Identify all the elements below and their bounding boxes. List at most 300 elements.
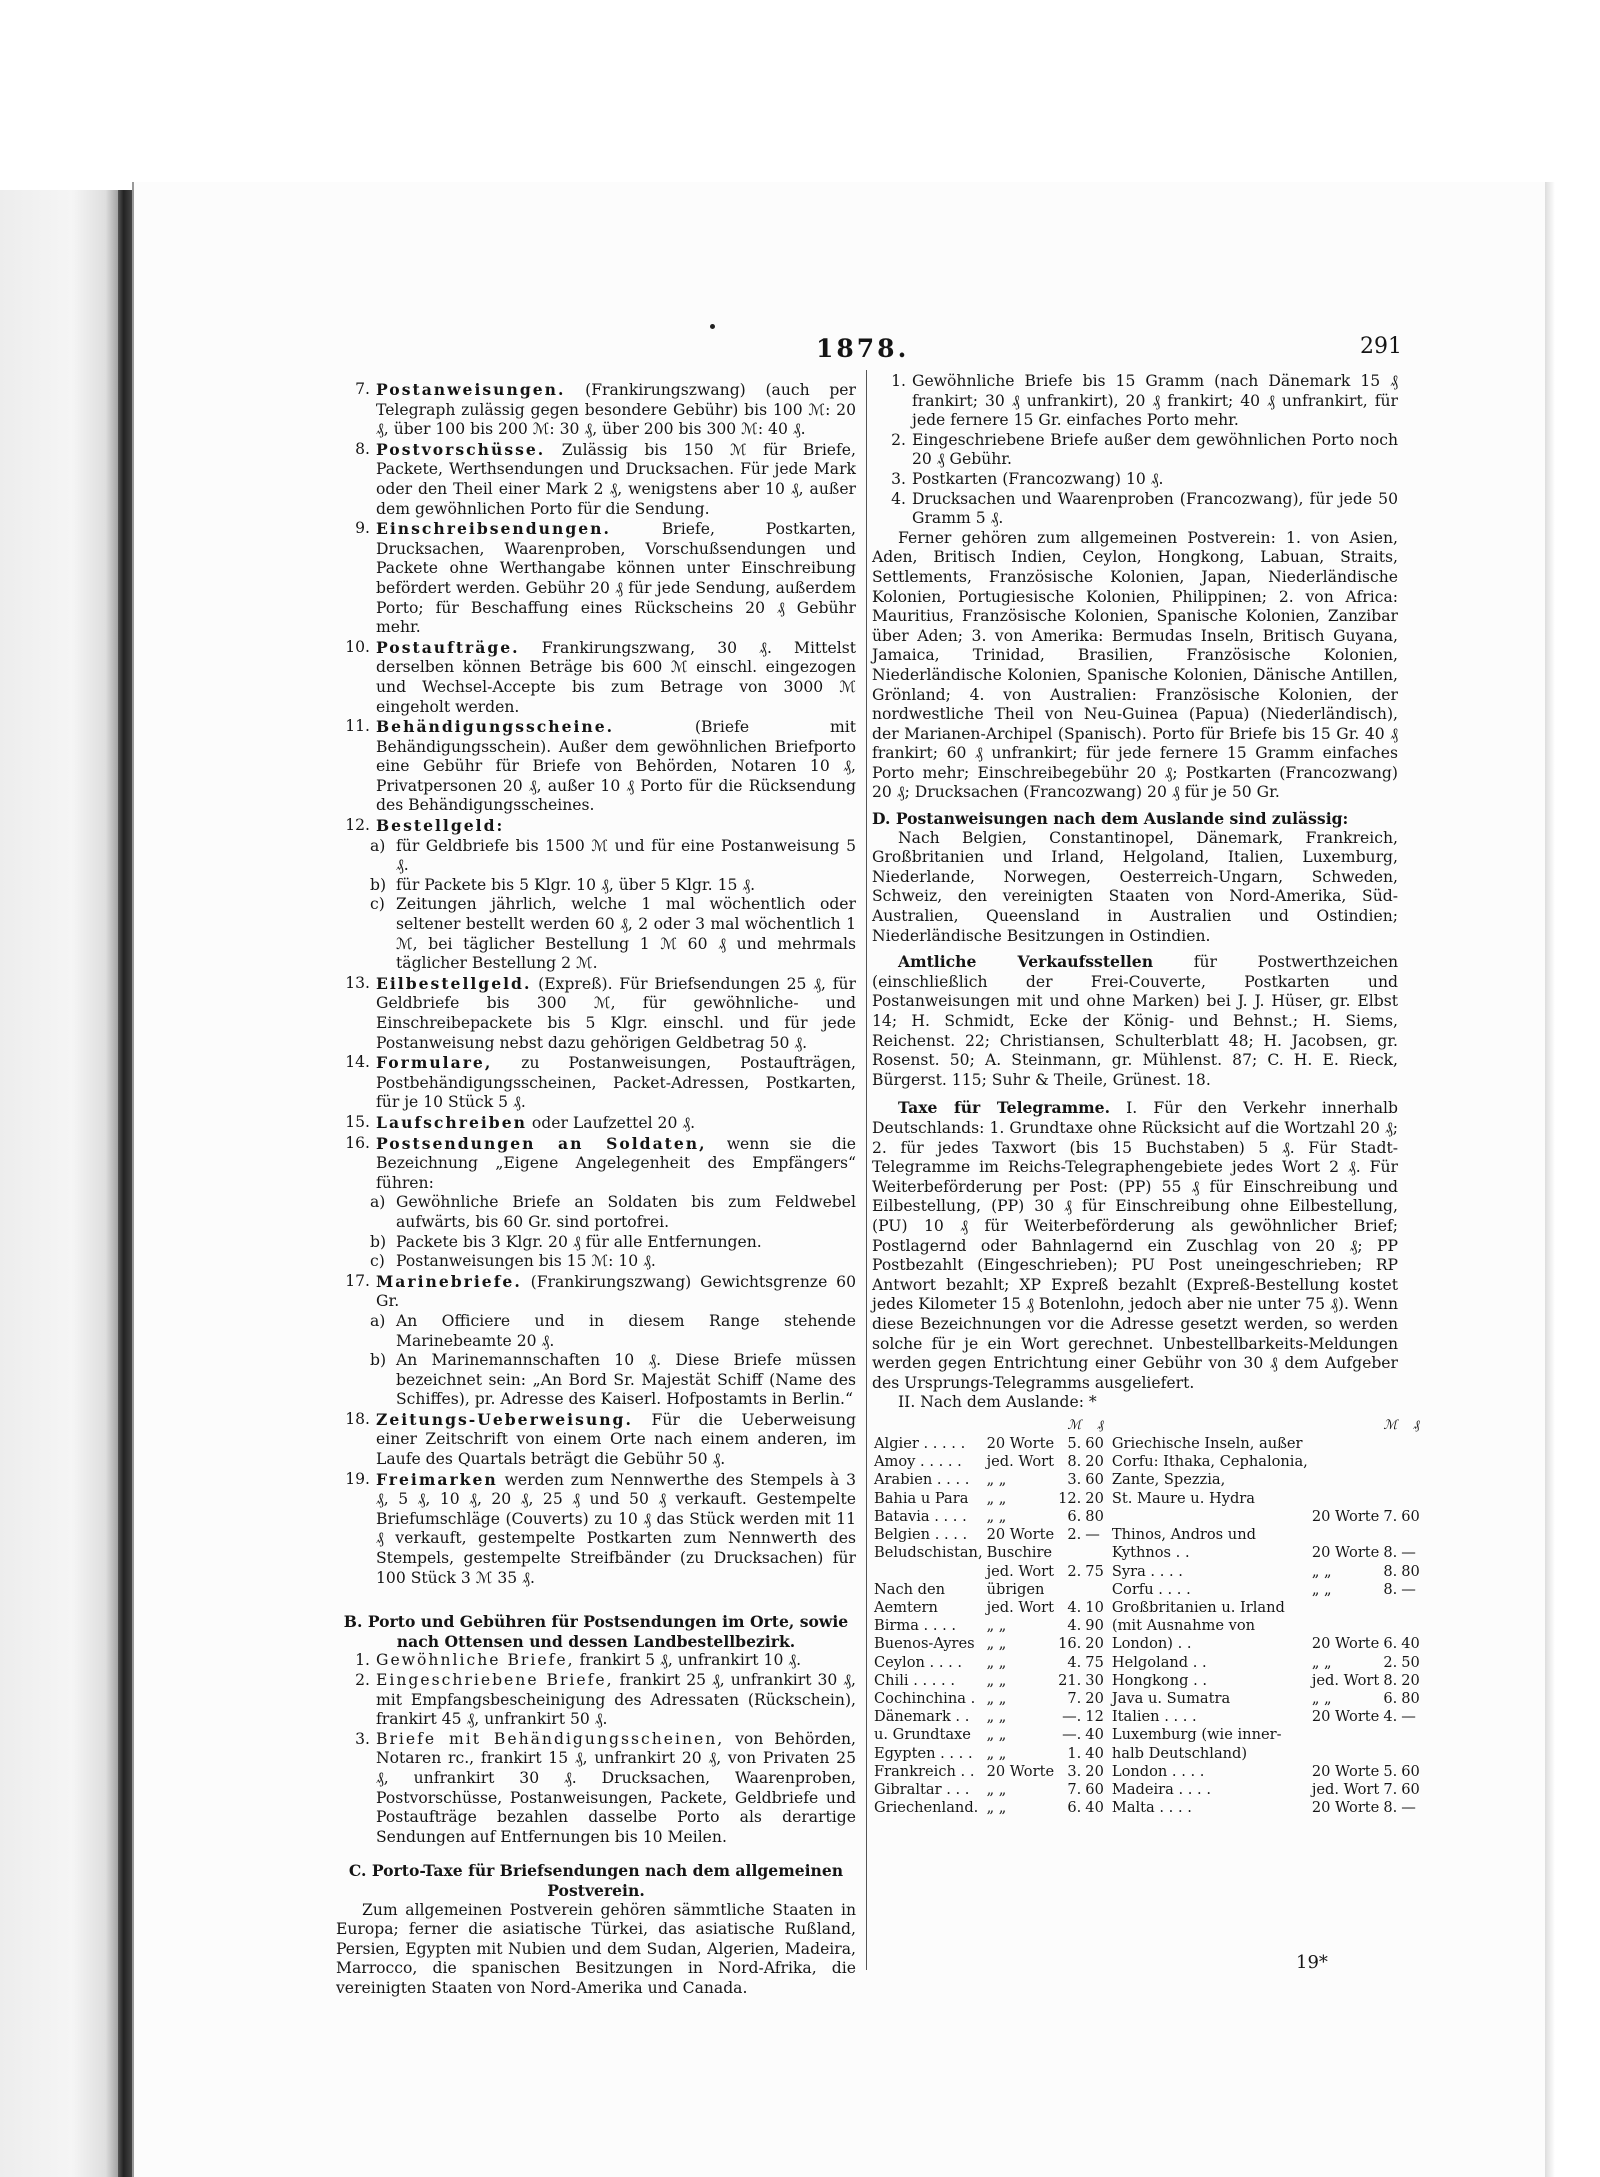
item-body [376, 380, 856, 440]
ink-dot [710, 324, 715, 329]
rate-cell-m1: 2. [1067, 1526, 1082, 1544]
item-body [376, 1651, 856, 1671]
rate-cell-d1: Birma . . . . [874, 1617, 957, 1635]
item-number: 13. [345, 973, 370, 992]
item-title: Eilbestellgeld. [376, 973, 532, 993]
item-text: frankirt 25 ₰, unfrankirt 30 ₰, mit Empfangsbescheinigung des Adressaten (Rückschein), frankirt 45 ₰, unfrankirt 50 ₰. [376, 1671, 856, 1729]
rate-cell-m1: 6. [1067, 1799, 1082, 1817]
sub-letter: a) [370, 1193, 386, 1212]
rate-cell-d1: Algier . . . . . [874, 1435, 966, 1453]
item-number: 1. [355, 1651, 370, 1670]
rate-cell-m1 [1056, 1581, 1083, 1599]
rate-cell-u1: jed. Wort [986, 1453, 1055, 1471]
rate-cell-u1: übrigen [986, 1580, 1045, 1598]
rate-cell-m1: 2. [1067, 1562, 1082, 1580]
telegramme-ausland: II. Nach dem Auslande: * [898, 1393, 1097, 1412]
list-item [336, 638, 856, 717]
rate-cell-m1: 3. [1067, 1471, 1082, 1489]
rate-cell-p1: 12 [1085, 1708, 1104, 1726]
item-text: frankirt 5 ₰, unfrankirt 10 ₰. [574, 1651, 802, 1670]
sub-item [336, 837, 856, 876]
rate-cell-m2 [1381, 1435, 1399, 1453]
rate-cell-m2 [1381, 1745, 1399, 1763]
item-title: Postvorschüsse. [376, 439, 546, 459]
table-row [872, 1435, 1422, 1453]
rate-cell-d1: Gibraltar . . . [874, 1780, 970, 1798]
list-item [336, 1134, 856, 1194]
rate-cell-p2 [1399, 1599, 1422, 1617]
table-row [872, 1544, 1422, 1562]
rate-cell-u2 [1310, 1435, 1381, 1453]
rate-cell-d1: Beludschistan, [874, 1544, 983, 1562]
item-body [376, 638, 856, 717]
rate-cell-m2: 2. [1383, 1653, 1398, 1671]
rate-cell-u1: „ „ [986, 1689, 1007, 1707]
item-number: 11. [345, 717, 370, 736]
rate-cell-d2: Hongkong . . [1111, 1671, 1208, 1689]
rate-cell-p2 [1399, 1471, 1422, 1489]
rate-cell-u2: „ „ [1311, 1580, 1332, 1598]
rate-cell-p2 [1399, 1526, 1422, 1544]
postal-items-list-c [336, 1410, 856, 1588]
rate-cell-m2: 6. [1383, 1689, 1398, 1707]
rate-cell-p1: 20 [1085, 1689, 1104, 1707]
rate-cell-m2: 8. [1383, 1671, 1398, 1689]
rate-cell-p2 [1399, 1617, 1422, 1635]
rate-cell-p2 [1399, 1490, 1422, 1508]
rate-cell-u2 [1310, 1599, 1381, 1617]
rate-cell-d1: Buenos-Ayres [874, 1635, 975, 1653]
table-row [872, 1654, 1422, 1672]
rate-cell-u2: 20 Worte [1311, 1708, 1380, 1726]
item-text: von Behörden, Notaren rc., frankirt 15 ₰, unfrankirt 20 ₰, von Privaten 25 ₰, unfrankirt 30 ₰. Drucksachen, Waarenproben, Postvorschüsse, Postanweisungen, Packete, Geldbriefe und Postaufträge bezahlen dasselbe Porto als derartige Sendungen auf Entfernungen bis 10 Meilen. [376, 1729, 856, 1846]
rate-cell-m1: 4. [1067, 1653, 1082, 1671]
sub-text: Packete bis 3 Klgr. 20 ₰ für alle Entfernungen. [396, 1232, 762, 1251]
item-body [376, 1470, 856, 1589]
rate-cell-p1: 75 [1085, 1562, 1104, 1580]
column-rule [866, 370, 867, 1970]
item-number: 10. [345, 637, 370, 656]
postal-items-list-b [336, 974, 856, 1194]
list-item [872, 490, 1398, 529]
item-title: Postanweisungen. [376, 380, 566, 399]
section-b-heading: B. Porto und Gebühren für Postsendungen im Orte, sowie nach Ottensen und dessen Landbestellbezirk. [343, 1612, 849, 1651]
rate-cell-u1: „ „ [986, 1489, 1007, 1507]
rate-cell-d2: (mit Ausnahme von [1111, 1617, 1256, 1635]
rate-cell-d1: Nach den [874, 1580, 946, 1598]
item-title: Freimarken [376, 1469, 498, 1489]
rate-cell-m2: 7. [1383, 1780, 1398, 1798]
section-b-items [336, 1651, 856, 1847]
rate-cell-m1: 8. [1067, 1453, 1082, 1471]
rate-cell-p1: 10 [1085, 1598, 1104, 1616]
rate-cell-u1: „ „ [986, 1780, 1007, 1798]
rate-cell-u1: 20 Worte [986, 1526, 1055, 1544]
telegram-rates-table [872, 1417, 1422, 1817]
left-column [336, 380, 856, 1999]
telegramme-paragraph: Taxe für Telegramme. I. Für den Verkehr innerhalb Deutschlands: 1. Grundtaxe ohne Rücksicht auf die Wortzahl 20 ₰; 2. für jedes Taxwort (bis 15 Buchstaben) 5 ₰. Für Stadt-Telegramme im Reichs-Telegraphengebiete jedes Wort 2 ₰. Für Weiterbeförderung per Post: (PP) 55 ₰ für Einschreibung und Eilbestellung, (PP) 30 ₰ für Einschreibung ohne Eilbestellung, (PU) 10 ₰ für Weiterbeförderung als gewöhnlicher Brief; Postlagernd oder Bahnlagernd ein Zuschlag von 20 ₰; PP Postbezahlt (Eingeschrieben); PU Post uneingeschrieben; RP Antwort bezahlt; XP Expreß bezahlt (Expreß-Bestellung kostet jedes Kilometer 15 ₰ Botenlohn, jedoch aber nie unter 75 ₰). Wenn diese Bezeichnungen vor die Adresse gesetzt werden, so werden solche für je ein Wort gerechnet. Unbestellbarkeits-Meldungen werden gegen Entrichtung einer Gebühr von 30 ₰ dem Aufgeber des Ursprungs-Telegramms ausgeliefert. [872, 1098, 1398, 1392]
rate-cell-u1: „ „ [986, 1799, 1007, 1817]
rate-cell-u2: 20 Worte [1311, 1635, 1380, 1653]
item-title: Briefe mit Behändigungsscheinen, [376, 1729, 725, 1748]
rate-cell-p2: — [1401, 1708, 1416, 1726]
rate-cell-d1: Griechenland. [874, 1799, 979, 1817]
sub-text: Postanweisungen bis 15 ℳ: 10 ₰. [396, 1252, 656, 1271]
rate-cell-u2 [1310, 1745, 1381, 1763]
item-number: 8. [355, 439, 370, 458]
list-item [336, 1651, 856, 1671]
soldaten-subitems [336, 1193, 856, 1271]
item-text: oder Laufzettel 20 ₰. [526, 1113, 696, 1132]
rate-cell-p1: 40 [1085, 1744, 1104, 1762]
item-text: (Expreß). Für Briefsendungen 25 ₰, für Geldbriefe bis 300 ℳ, für gewöhnliche- und Einschreibepackete bis 5 Klgr. einschl. und für jede Postanweisung nebst dazu gehörigen Geldbetrag 50 ₰. [376, 974, 856, 1052]
item-number: 12. [345, 816, 370, 835]
rate-cell-p2: 20 [1401, 1671, 1420, 1689]
item-number: 3. [355, 1729, 370, 1748]
rate-cell-u1: „ „ [986, 1744, 1007, 1762]
rate-cell-p2 [1399, 1453, 1422, 1471]
rate-cell-u1: „ „ [986, 1726, 1007, 1744]
rate-cell-d1: Amoy . . . . . [874, 1453, 962, 1471]
rate-cell-p2: 60 [1401, 1762, 1420, 1780]
item-body [376, 1053, 856, 1113]
sub-text: für Geldbriefe bis 1500 ℳ und für eine Postanweisung 5 ₰. [396, 836, 856, 875]
rate-cell-p2: 40 [1401, 1635, 1420, 1653]
section-c-heading: C. Porto-Taxe für Briefsendungen nach dem allgemeinen Postverein. [348, 1861, 844, 1900]
rate-cell-u2: „ „ [1311, 1562, 1332, 1580]
rate-cell-d2: Malta . . . . [1111, 1799, 1192, 1817]
page-year: 1878. [816, 334, 910, 363]
sub-letter: a) [370, 1311, 386, 1330]
rate-cell-m2: 8. [1383, 1544, 1398, 1562]
item-text: werden zum Nennwerthe des Stempels à 3 ₰, 5 ₰, 10 ₰, 20 ₰, 25 ₰ und 50 ₰ verkauft. Gestempelte Briefumschläge (Couverts) zu 10 ₰ das Stück werden mit 11 ₰ verkauft, gestempelte Postkarten zum Nennwerth des Stempels, gestempelte Streifbänder (zu Drucksachen) für 100 Stück 3 ℳ 35 ₰. [376, 1470, 856, 1587]
rate-cell-u2 [1310, 1471, 1381, 1489]
section-d-text: Nach Belgien, Constantinopel, Dänemark, Frankreich, Großbritanien und Irland, Helgoland, Italien, Luxemburg, Niederlande, Norwegen, Oesterreich-Ungarn, Schweden, Schweiz, den vereinigten Staaten von Nord-Amerika, Süd-Australien, Queensland in Australien und Ostindien; Niederländische Besitzungen in Ostindien. [872, 828, 1398, 945]
item-body [376, 1671, 856, 1730]
rate-cell-u2 [1310, 1617, 1381, 1635]
rate-cell-d1: Batavia . . . . [874, 1507, 967, 1525]
rate-cell-u1: „ „ [986, 1708, 1007, 1726]
item-number: 4. [891, 489, 906, 508]
rate-cell-p2: — [1401, 1580, 1416, 1598]
rate-cell-u2 [1310, 1726, 1381, 1744]
rate-cell-p2: 50 [1401, 1653, 1420, 1671]
table-row [872, 1726, 1422, 1744]
rate-cell-m1: 7. [1067, 1780, 1082, 1798]
item-body [376, 1730, 856, 1848]
rate-cell-d2: Java u. Sumatra [1111, 1689, 1231, 1707]
rate-cell-d2: Griechische Inseln, außer [1111, 1435, 1303, 1453]
table-row [872, 1490, 1422, 1508]
rate-cell-u2: 20 Worte [1311, 1544, 1380, 1562]
rate-cell-m2 [1381, 1453, 1399, 1471]
sub-item [336, 1312, 856, 1351]
rate-cell-m1: 3. [1067, 1762, 1082, 1780]
rate-cell-m2 [1381, 1726, 1399, 1744]
table-row [872, 1799, 1422, 1817]
item-title: Postsendungen an Soldaten, [376, 1133, 707, 1153]
rate-cell-d2: Italien . . . . [1111, 1708, 1197, 1726]
list-item [336, 440, 856, 519]
rate-cell-p2 [1399, 1726, 1422, 1744]
item-text: Drucksachen und Waarenproben (Francozwang), für jede 50 Gramm 5 ₰. [912, 489, 1398, 528]
right-column [872, 372, 1420, 1817]
postverein-paragraph: Ferner gehören zum allgemeinen Postverein: 1. von Asien, Aden, Britisch Indien, Ceylon, Hongkong, Labuan, Straits, Settlements, Französische Kolonien, Japan, Niederländische Kolonien, Portugiesische Kolonien, Philippinen; 2. von Africa: Mauritius, Französische Kolonien, Spanische Kolonien, Zanzibar über Aden; 3. von Amerika: Bermudas Inseln, Britisch Guyana, Jamaica, Trinidad, Brasilien, Französische Kolonien, Niederländische Kolonien, Spanische Kolonien, Dänische Antillen, Grönland; 4. von Australien: Französische Kolonien, der nordwestliche Theil von Neu-Guinea (Papua) (Niederländisch), der Marianen-Archipel (Spanisch). Porto für Briefe bis 15 Gr. 40 ₰ frankirt; 60 ₰ unfrankirt; für jede fernere 15 Gramm einfaches Porto mehr; Einschreibegebühr 20 ₰; Postkarten (Francozwang) 20 ₰; Drucksachen (Francozwang) 20 ₰ für je 50 Gr. [872, 528, 1398, 802]
rate-cell-p1: 20 [1085, 1489, 1104, 1507]
sub-letter: b) [370, 1232, 387, 1251]
rate-cell-m2: 6. [1383, 1635, 1398, 1653]
sub-item [336, 895, 856, 973]
pf-header-2: ₰ [1413, 1417, 1420, 1433]
item-title: Zeitungs-Ueberweisung. [376, 1409, 633, 1429]
rate-cell-d2: Syra . . . . [1111, 1562, 1183, 1580]
item-text: Zulässig bis 150 ℳ für Briefe, Packete, Werthsendungen und Drucksachen. Für jede Mark oder den Theil einer Mark 2 ₰, wenigstens aber 10 ₰, außer dem gewöhnlichen Porto für die Sendung. [376, 440, 856, 518]
postal-items-list [336, 380, 856, 837]
rate-cell-m2: 8. [1383, 1799, 1398, 1817]
rate-cell-p1: 20 [1085, 1762, 1104, 1780]
table-row [872, 1635, 1422, 1653]
item-number: 1. [891, 372, 906, 390]
marinebriefe-item: 17. Marinebriefe. (Frankirungszwang) Gewichtsgrenze 60 Gr. [345, 1271, 856, 1311]
table-row [872, 1563, 1422, 1581]
sub-text: Gewöhnliche Briefe an Soldaten bis zum Feldwebel aufwärts, bis 60 Gr. sind portofrei. [396, 1193, 856, 1231]
list-item [336, 1410, 856, 1470]
rate-cell-p2: 60 [1401, 1780, 1420, 1798]
verkaufsstellen-paragraph: Amtliche Verkaufsstellen für Postwerthzeichen (einschließlich der Frei-Couverte, Postkarten und Postanweisungen mit und ohne Marken) bei J. J. Hüser, gr. Elbst 14; H. Schmidt, Ecke der König- und Behnst.; H. Siems, Reichenst. 22; Christiansen, Schulterblatt 48; H. Jacobsen, gr. Rosenst. 50; A. Steinmann, gr. Mühlenst. 87; C. H. E. Rieck, Bürgerst. 115; Suhr & Theile, Grünest. 18. [872, 952, 1398, 1089]
rate-cell-p2: 80 [1401, 1689, 1420, 1707]
rate-cell-p1: 60 [1085, 1780, 1104, 1798]
rate-cell-m2: 7. [1383, 1507, 1398, 1525]
rate-cell-u1: „ „ [986, 1671, 1007, 1689]
list-item [336, 717, 856, 816]
rate-cell-m1: 4. [1067, 1617, 1082, 1635]
rate-cell-m2 [1381, 1617, 1399, 1635]
item-text: (Frankirungszwang) (auch per Telegraph zulässig gegen besondere Gebühr) bis 100 ℳ: 20 ₰, über 100 bis 200 ℳ: 30 ₰, über 200 bis 300 ℳ: 40 ₰. [376, 381, 856, 439]
rate-cell-p1 [1083, 1544, 1106, 1562]
item-text: Briefe, Postkarten, Drucksachen, Waarenproben, Vorschußsendungen und Packete ohne Werthangabe können unter Einschreibung befördert werden. Gebühr 20 ₰ für jede Sendung, außerdem Porto; für Beschaffung eines Rückscheins 20 ₰ Gebühr mehr. [376, 520, 856, 637]
rate-cell-p1: 30 [1085, 1671, 1104, 1689]
item-body [376, 440, 856, 519]
rate-cell-u2: 20 Worte [1311, 1799, 1380, 1817]
rate-cell-u2: „ „ [1311, 1689, 1332, 1707]
item-text: wenn sie die Bezeichnung „Eigene Angelegenheit des Empfängers“ führen: [376, 1134, 856, 1192]
rate-cell-u1: „ „ [986, 1507, 1007, 1525]
rate-cell-p1: 75 [1085, 1653, 1104, 1671]
postverein-items [872, 372, 1398, 529]
rate-cell-m1: —. [1062, 1726, 1082, 1744]
facing-page-edge [0, 190, 120, 2177]
mark-header-2: ℳ [1383, 1417, 1398, 1433]
item-text: Frankirungszwang, 30 ₰. Mittelst derselben können Beträge bis 600 ℳ einschl. eingezogen und Wechsel-Accepte bis zum Betrage von 3000 ℳ eingeholt werden. [376, 638, 856, 716]
rate-cell-d2: halb Deutschland) [1111, 1744, 1248, 1762]
book-gutter [118, 190, 132, 2177]
rate-cell-m1: 6. [1067, 1507, 1082, 1525]
rate-cell-p2: — [1401, 1799, 1416, 1817]
table-row [872, 1526, 1422, 1544]
item-text: Eingeschriebene Briefe außer dem gewöhnlichen Porto noch 20 ₰ Gebühr. [912, 430, 1398, 469]
table-row [872, 1508, 1422, 1526]
rate-cell-u1: jed. Wort [986, 1562, 1055, 1580]
item-number: 2. [891, 430, 906, 449]
rate-cell-m1: 21. [1058, 1671, 1082, 1689]
rate-cell-p2: — [1401, 1544, 1416, 1562]
rate-cell-u2: jed. Wort [1311, 1780, 1380, 1798]
rate-cell-d2: Kythnos . . [1111, 1544, 1190, 1562]
rate-cell-p1: 90 [1085, 1617, 1104, 1635]
rate-cell-u1: jed. Wort [986, 1598, 1055, 1616]
marinebriefe-subitems [336, 1312, 856, 1410]
rate-cell-m2 [1381, 1526, 1399, 1544]
rate-cell-u1: 20 Worte [986, 1762, 1055, 1780]
rate-cell-d1: Ceylon . . . . [874, 1653, 963, 1671]
list-item [872, 431, 1398, 470]
item-number: 14. [345, 1053, 370, 1072]
table-row [872, 1453, 1422, 1471]
rate-cell-u2 [1310, 1453, 1381, 1471]
rate-cell-m1: —. [1062, 1708, 1082, 1726]
sub-item [336, 1351, 856, 1410]
rate-cell-m2: 8. [1383, 1562, 1398, 1580]
rate-cell-u1: 20 Worte [986, 1435, 1055, 1453]
rate-cell-d2: St. Maure u. Hydra [1111, 1489, 1255, 1507]
list-item [336, 380, 856, 440]
rate-cell-p1: 60 [1085, 1435, 1104, 1453]
sub-item [336, 1252, 856, 1272]
rate-cell-d1: Cochinchina . [874, 1689, 976, 1707]
rate-cell-u2 [1310, 1526, 1381, 1544]
rate-cell-p1: 60 [1085, 1471, 1104, 1489]
sub-text: Zeitungen jährlich, welche 1 mal wöchentlich oder seltener bestellt werden 60 ₰, 2 oder 3 mal wöchentlich 1 ℳ, bei täglicher Bestellung 1 ℳ 60 ₰ und mehrmals täglicher Bestellung 2 ℳ. [396, 895, 856, 973]
rate-cell-p1: — [1085, 1526, 1100, 1544]
item-number: 7. [355, 380, 370, 398]
rate-cell-p1: 40 [1085, 1799, 1104, 1817]
rate-cell-d1: u. Grundtaxe [874, 1726, 971, 1744]
item-text: zu Postanweisungen, Postaufträgen, Postbehändigungsscheinen, Packet-Adressen, Postkarten, für je 10 Stück 5 ₰. [376, 1054, 856, 1112]
item-title: Einschreibsendungen. [376, 519, 611, 539]
item-number: 15. [345, 1112, 370, 1131]
list-item [336, 519, 856, 638]
rate-cell-u1: „ „ [986, 1653, 1007, 1671]
rate-cell-p1: 40 [1085, 1726, 1104, 1744]
item-body [376, 974, 856, 1053]
rate-cell-d2: Luxemburg (wie inner- [1111, 1726, 1282, 1744]
table-row [872, 1690, 1422, 1708]
rate-cell-u2: 20 Worte [1311, 1507, 1380, 1525]
item-body [376, 1410, 856, 1470]
rate-cell-p1 [1083, 1581, 1106, 1599]
section-c-text: Zum allgemeinen Postverein gehören sämmtliche Staaten in Europa; ferner die asiatische Türkei, das asiatische Rußland, Persien, Egypten mit Nubien und dem Sudan, Algerien, Madeira, Marrocco, die spanischen Besitzungen in Nord-Afrika, die vereinigten Staaten von Nord-Amerika und Canada. [336, 1900, 856, 1997]
rate-cell-d1: Belgien . . . . [874, 1526, 968, 1544]
rate-cell-m2: 5. [1383, 1762, 1398, 1780]
page-right-edge [1545, 182, 1555, 2177]
table-row [872, 1781, 1422, 1799]
signature-mark: 19* [1296, 1952, 1328, 1973]
sub-item [336, 876, 856, 896]
item-text: (Briefe mit Behändigungsschein). Außer dem gewöhnlichen Briefporto eine Gebühr für Briefe von Behörden, Notaren 10 ₰, Privatpersonen 20 ₰, außer 10 ₰ Porto für die Rücksendung des Behändigungsscheines. [376, 718, 856, 815]
bestellgeld-subitems [336, 837, 856, 974]
page-number: 291 [1360, 334, 1402, 359]
item-title: Formulare, [376, 1053, 493, 1073]
item-title: Behändigungsscheine. [376, 717, 615, 737]
rate-cell-d2: Madeira . . . . [1111, 1780, 1211, 1798]
sub-text: An Marinemannschaften 10 ₰. Diese Briefe müssen bezeichnet sein: „An Bord Sr. Majestät Schiff (Name des Schiffes), pr. Adresse des Kaiserl. Hofpostamts in Berlin.“ [396, 1351, 856, 1409]
rate-cell-d1 [872, 1563, 985, 1581]
rate-cell-m2 [1381, 1490, 1399, 1508]
list-item [336, 1671, 856, 1730]
rate-cell-p1: 20 [1085, 1635, 1104, 1653]
rate-cell-d1: Arabien . . . . [874, 1471, 970, 1489]
rate-cell-u2: 20 Worte [1311, 1762, 1380, 1780]
sub-item [336, 1233, 856, 1253]
item-number: 16. [345, 1133, 370, 1152]
rate-cell-d1: Aemtern [874, 1598, 938, 1616]
rate-cell-p2: 60 [1401, 1507, 1420, 1525]
rate-cell-d2: London) . . [1111, 1635, 1192, 1653]
rate-cell-u1: „ „ [986, 1617, 1007, 1635]
item-body [376, 816, 856, 837]
rate-cell-m2 [1381, 1471, 1399, 1489]
item-text: Gewöhnliche Briefe bis 15 Gramm (nach Dänemark 15 ₰ frankirt; 30 ₰ unfrankirt), 20 ₰ frankirt; 40 ₰ unfrankirt, für jede fernere 15 Gr. einfaches Porto mehr. [912, 372, 1398, 430]
mark-header: ℳ [1067, 1417, 1082, 1433]
list-item [336, 1053, 856, 1113]
item-body [376, 519, 856, 638]
table-row [872, 1581, 1422, 1599]
item-number: 18. [345, 1409, 370, 1428]
table-row [872, 1672, 1422, 1690]
rate-cell-d1: Egypten . . . . [874, 1744, 973, 1762]
section-d-heading: D. Postanweisungen nach dem Auslande sind zulässig: [872, 809, 1349, 829]
rate-cell-d2: Thinos, Andros und [1111, 1526, 1256, 1544]
rate-cell-d2: Corfu . . . . [1111, 1580, 1191, 1598]
item-number: 9. [355, 519, 370, 538]
sub-text: An Officiere und in diesem Range stehende Marinebeamte 20 ₰. [396, 1311, 856, 1350]
rate-cell-m1 [1056, 1544, 1083, 1562]
rate-cell-m1: 12. [1058, 1489, 1082, 1507]
rate-cell-m2: 4. [1383, 1708, 1398, 1726]
rate-cell-m1: 1. [1067, 1744, 1082, 1762]
sub-letter: b) [370, 875, 387, 894]
item-number: 3. [891, 469, 906, 488]
item-title: Eingeschriebene Briefe, [376, 1671, 614, 1689]
rate-cell-d1: Chili . . . . . [874, 1671, 955, 1689]
item-text: Für die Ueberweisung einer Zeitschrift von einem Orte nach einem anderen, im Laufe des Quartals beträgt die Gebühr 50 ₰. [376, 1410, 856, 1469]
table-row [872, 1745, 1422, 1763]
page-header [336, 334, 1402, 364]
rate-cell-m2: 8. [1383, 1580, 1398, 1598]
list-item [872, 470, 1398, 490]
list-item [336, 1113, 856, 1134]
rate-cell-m2 [1381, 1599, 1399, 1617]
rate-cell-p2: 80 [1401, 1562, 1420, 1580]
rate-cell-d2: Helgoland . . [1111, 1653, 1207, 1671]
table-row [872, 1763, 1422, 1781]
list-item [336, 1470, 856, 1589]
sub-item [336, 1193, 856, 1232]
rate-cell-u1: „ „ [986, 1471, 1007, 1489]
item-title: Bestellgeld: [376, 816, 505, 836]
pf-header: ₰ [1097, 1417, 1104, 1433]
rate-cell-u2: jed. Wort [1311, 1671, 1380, 1689]
rate-cell-p1: 80 [1085, 1507, 1104, 1525]
rate-cell-m1: 4. [1067, 1598, 1082, 1616]
item-title: Postaufträge. [376, 637, 520, 657]
rate-cell-d2 [1110, 1508, 1310, 1526]
rate-cell-m1: 7. [1067, 1689, 1082, 1707]
item-number: 19. [345, 1469, 370, 1488]
rate-cell-d1: Dänemark . . [874, 1708, 970, 1726]
rate-cell-p2 [1399, 1745, 1422, 1763]
table-row [872, 1599, 1422, 1617]
